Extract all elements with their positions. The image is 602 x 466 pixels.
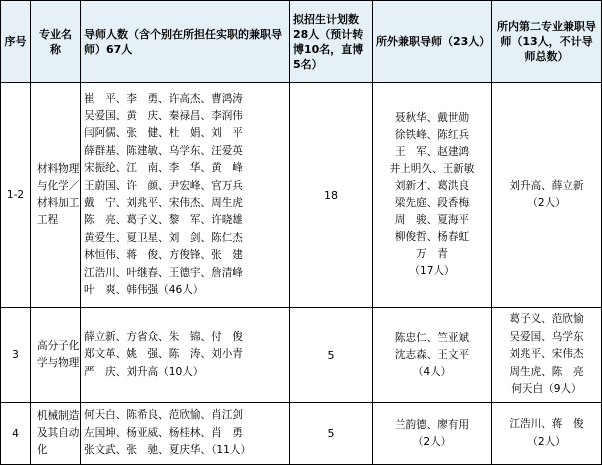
second-line: 江浩川、蒋 俊 [509,418,584,431]
external-line: 柳俊哲、杨春虹 [394,231,470,243]
advisor-line: 薛立新、方省众、朱 锦、付 俊 [84,330,243,343]
external-line: 井上明久、王新敏 [389,163,475,175]
row-external [373,83,492,308]
advisor-line: 崔 平、李 勇、许高杰、曹鸿涛 [84,92,243,105]
table-row [1,83,602,308]
table-row [1,308,602,403]
row-second [492,308,602,403]
advisor-line: 薛群基、陈建敏、乌学东、汪爱英 [84,144,243,157]
second-line: 何天白（9人） [511,383,582,396]
row-advisors [81,308,290,403]
row-major: 材料物理与化学／材料加工工程 [31,83,81,308]
second-line: 周生虎、陈 亮 [509,365,584,378]
external-line: 梁先庭、段香梅 [394,197,470,209]
external-line: 聂秋华、戴世勋 [394,112,470,124]
external-line: 沈志森、王文平 [394,348,470,361]
row-advisors [81,83,290,308]
header-major: 专业名称 [31,1,81,83]
row-external [373,308,492,403]
external-line: 刘新才、葛洪良 [394,180,470,192]
external-line: 陈忠仁、竺亚斌 [394,331,470,344]
external-line: 王 军、赵建鸿 [394,146,470,158]
header-row [1,1,602,83]
header-advisors: 导师人数（含个别在所担任实职的兼职导师）67人 [81,1,290,83]
advisor-line: 闫阿儒、张 健、杜 娟、刘 平 [84,127,243,140]
second-line: 吴爱国、乌学东 [509,330,584,343]
row-seq: 4 [1,403,31,465]
advisor-line: 林恒伟、蒋 俊、方俊锋、张 建 [84,249,243,262]
advisor-line: 戴 宁、刘兆平、宋伟杰、周生虎 [84,197,243,209]
row-major: 高分子化学与物理 [31,308,81,403]
external-count: （17人） [409,265,455,277]
row-plan: 5 [290,308,373,403]
table-row [1,403,602,465]
advisor-line: 严 庆、刘升高（10人） [84,365,204,378]
header-second: 所内第二专业兼职导师（13人，不计导师总数） [492,1,602,83]
second-line: 葛子义、范欣愉 [509,313,584,326]
second-count: （2人） [527,435,566,448]
advisor-line: 江浩川、叶继春、王德宇、詹清峰 [84,266,243,279]
second-count: （2人） [527,197,566,209]
advisor-line: 左国坤、杨亚威、杨桂林、肖 勇 [84,426,243,439]
external-count: （4人） [412,365,452,378]
external-line: 万 青 [416,248,448,260]
row-seq: 3 [1,308,31,403]
header-seq: 序号 [1,1,31,83]
row-advisors [81,403,290,465]
external-line: 兰韵德、廖有用 [394,418,470,431]
advisor-line: 宋振纶、江 南、李 华、黄 峰 [84,162,243,175]
advisor-line: 何天白、陈希良、范欣愉、肖江剑 [84,409,243,422]
advisor-line: 王蔚国、许 颜、尹宏峰、官万兵 [84,179,243,192]
advisor-line: 郑文革、姚 强、陈 涛、刘小青 [84,348,243,361]
advisor-line: 黄爱生、夏卫星、刘 剑、陈仁杰 [84,231,243,244]
advisor-line: 吴爱国、黄 庆、秦禄昌、李润伟 [84,109,243,122]
row-plan: 5 [290,403,373,465]
row-seq: 1-2 [1,83,31,308]
row-second [492,83,602,308]
advisor-line: 陈 亮、葛子义、黎 军、许晓雄 [84,214,243,227]
external-count: （2人） [412,435,452,448]
second-line: 刘升高、薛立新 [509,179,584,192]
row-plan: 18 [290,83,373,308]
external-line: 周 骏、夏海平 [394,214,470,226]
external-line: 徐铁峰、陈红兵 [394,129,470,141]
row-second [492,403,602,465]
header-plan: 拟招生计划数28人（预计转博10名，直博5名） [290,1,373,83]
second-line: 刘兆平、宋伟杰 [509,348,584,361]
row-major: 机械制造及其自动化 [31,403,81,465]
row-external [373,403,492,465]
header-external: 所外兼职导师（23人） [373,1,492,83]
advisor-line: 张文武、张 驰、夏庆华、（11人） [84,444,252,457]
advisor-line: 叶 爽、韩伟强（46人） [84,284,204,297]
